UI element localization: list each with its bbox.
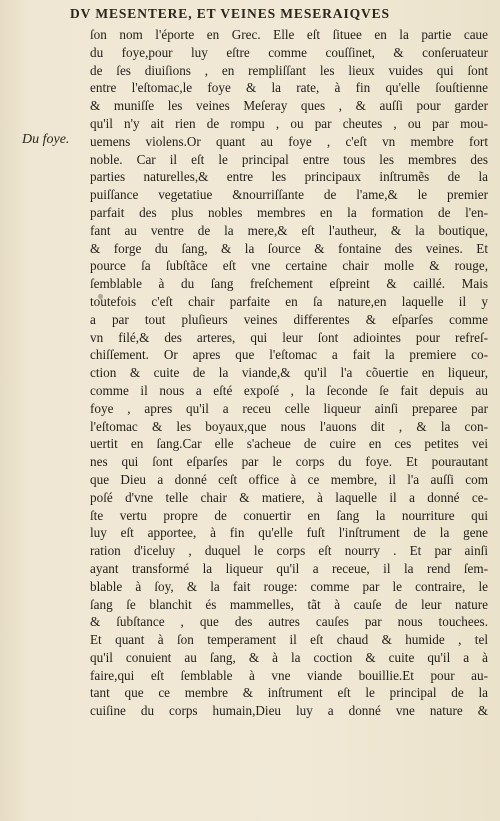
text-line: comme il nous a eſté expoſé , la ſeconde ſe fait depuis au	[90, 382, 488, 398]
text-line: ction & cuite de la viande,& qu'il l'a cõuertie en liqueur,	[90, 365, 488, 381]
text-line: ſte vertu propre de conuertir en ſang la nourriture qui	[90, 507, 488, 523]
text-line: & ſubſtance , que des autres cauſes par nous touchees.	[90, 614, 488, 630]
text-line: entre l'eſtomac,le foye & la rate, à fin qu'elle ſouſtienne	[90, 80, 488, 96]
text-line: blable à ſoy, & la fait rouge: comme par le contraire, le	[90, 578, 488, 594]
text-line: l'eſtomac & les boyaux,que nous l'auons dit , & la con-	[90, 418, 488, 434]
text-line: que Dieu a donné ceſt office à ce membre, il l'a auſſi com	[90, 471, 488, 487]
text-line: parfait des plus nobles membres en la formation de l'en-	[90, 204, 488, 220]
text-line: nes qui ſont eſparſes par le corps du foye. Et pourautant	[90, 454, 488, 470]
text-line: puiſſance vegetatiue &nourriſſante de l'ame,& le premier	[90, 187, 488, 203]
text-line: du foye,pour luy eſtre comme couſſinet, & conſeruateur	[90, 44, 488, 60]
text-line: tant que ce membre & inſtrument eſt le principal de la	[90, 685, 488, 701]
text-line: de ſes diuiſions , en rempliſſant les lieux vuides qui ſont	[90, 62, 488, 78]
text-line: pource ſa ſubſtãce eſt vne certaine chair molle & rouge,	[90, 258, 488, 274]
text-line: luy eſt apportee, à fin qu'elle fuſt l'inſtrument de la gene	[90, 525, 488, 541]
text-line: qu'il conuient au ſang, & à la coction & cuite qu'il a à	[90, 649, 488, 665]
text-line: qu'il n'y ait rien de rompu , ou par cheutes , ou par mou-	[90, 115, 488, 131]
text-line: fant au ventre de la mere,& eſt l'autheur, & la boutique,	[90, 222, 488, 238]
text-line: chiſſement. Or apres que l'eſtomac a fait la premiere co-	[90, 347, 488, 363]
text-line: ayant transformé la liqueur qu'il a receue, il la rend ſem-	[90, 560, 488, 576]
running-head: DV MESENTERE, ET VEINES MESERAIQVES	[70, 6, 390, 21]
text-line: ſemblable à du ſang freſchement eſpreint & caillé. Mais	[90, 276, 488, 292]
text-line: ſang ſe blanchit és mammelles, tãt à cauſe de leur nature	[90, 596, 488, 612]
margin-note: Du foye.	[22, 132, 70, 147]
text-line: & forge du ſang, & la ſource & fontaine des veines. Et	[90, 240, 488, 256]
text-line: uemens violens.Or quant au foye , c'eſt vn membre fort	[90, 133, 488, 149]
text-line: foye , apres qu'il a receu celle liqueur ainſi preparee par	[90, 400, 488, 416]
text-line: vn filé,& des arteres, qui leur ſont adiointes pour refreſ-	[90, 329, 488, 345]
text-line: toutefois c'eſt chair parfaite en ſa nature,en laquelle il y	[90, 293, 488, 309]
text-line: a par tout pluſieurs veines differentes & eſparſes comme	[90, 311, 488, 327]
text-line: Et quant à ſon temperament il eſt chaud & humide , tel	[90, 632, 488, 648]
text-line: cuiſine du corps humain,Dieu luy a donné vne nature &	[90, 703, 488, 719]
text-line: ration d'iceluy , duquel le corps eſt nourry . Et par ainſi	[90, 543, 488, 559]
text-line: ſon nom l'éporte en Grec. Elle eſt ſituee en la partie caue	[90, 27, 488, 42]
body-text	[90, 26, 488, 720]
text-line: & muniſſe les veines Meſeray ques , & auſſi pour garder	[90, 98, 488, 114]
text-line: noble. Car il eſt le principal entre tous les membres des	[90, 151, 488, 167]
text-line: faire,qui eſt ſemblable à vne viande bouillie.Et pour au-	[90, 667, 488, 683]
text-line: parties naturelles,& entre les principaux inſtrumẽs de la	[90, 169, 488, 185]
text-line: poſé d'vne telle chair & matiere, à laquelle il a donné ce-	[90, 489, 488, 505]
text-line: uertit en ſang.Car elle s'acheue de cuire en ces petites vei	[90, 436, 488, 452]
